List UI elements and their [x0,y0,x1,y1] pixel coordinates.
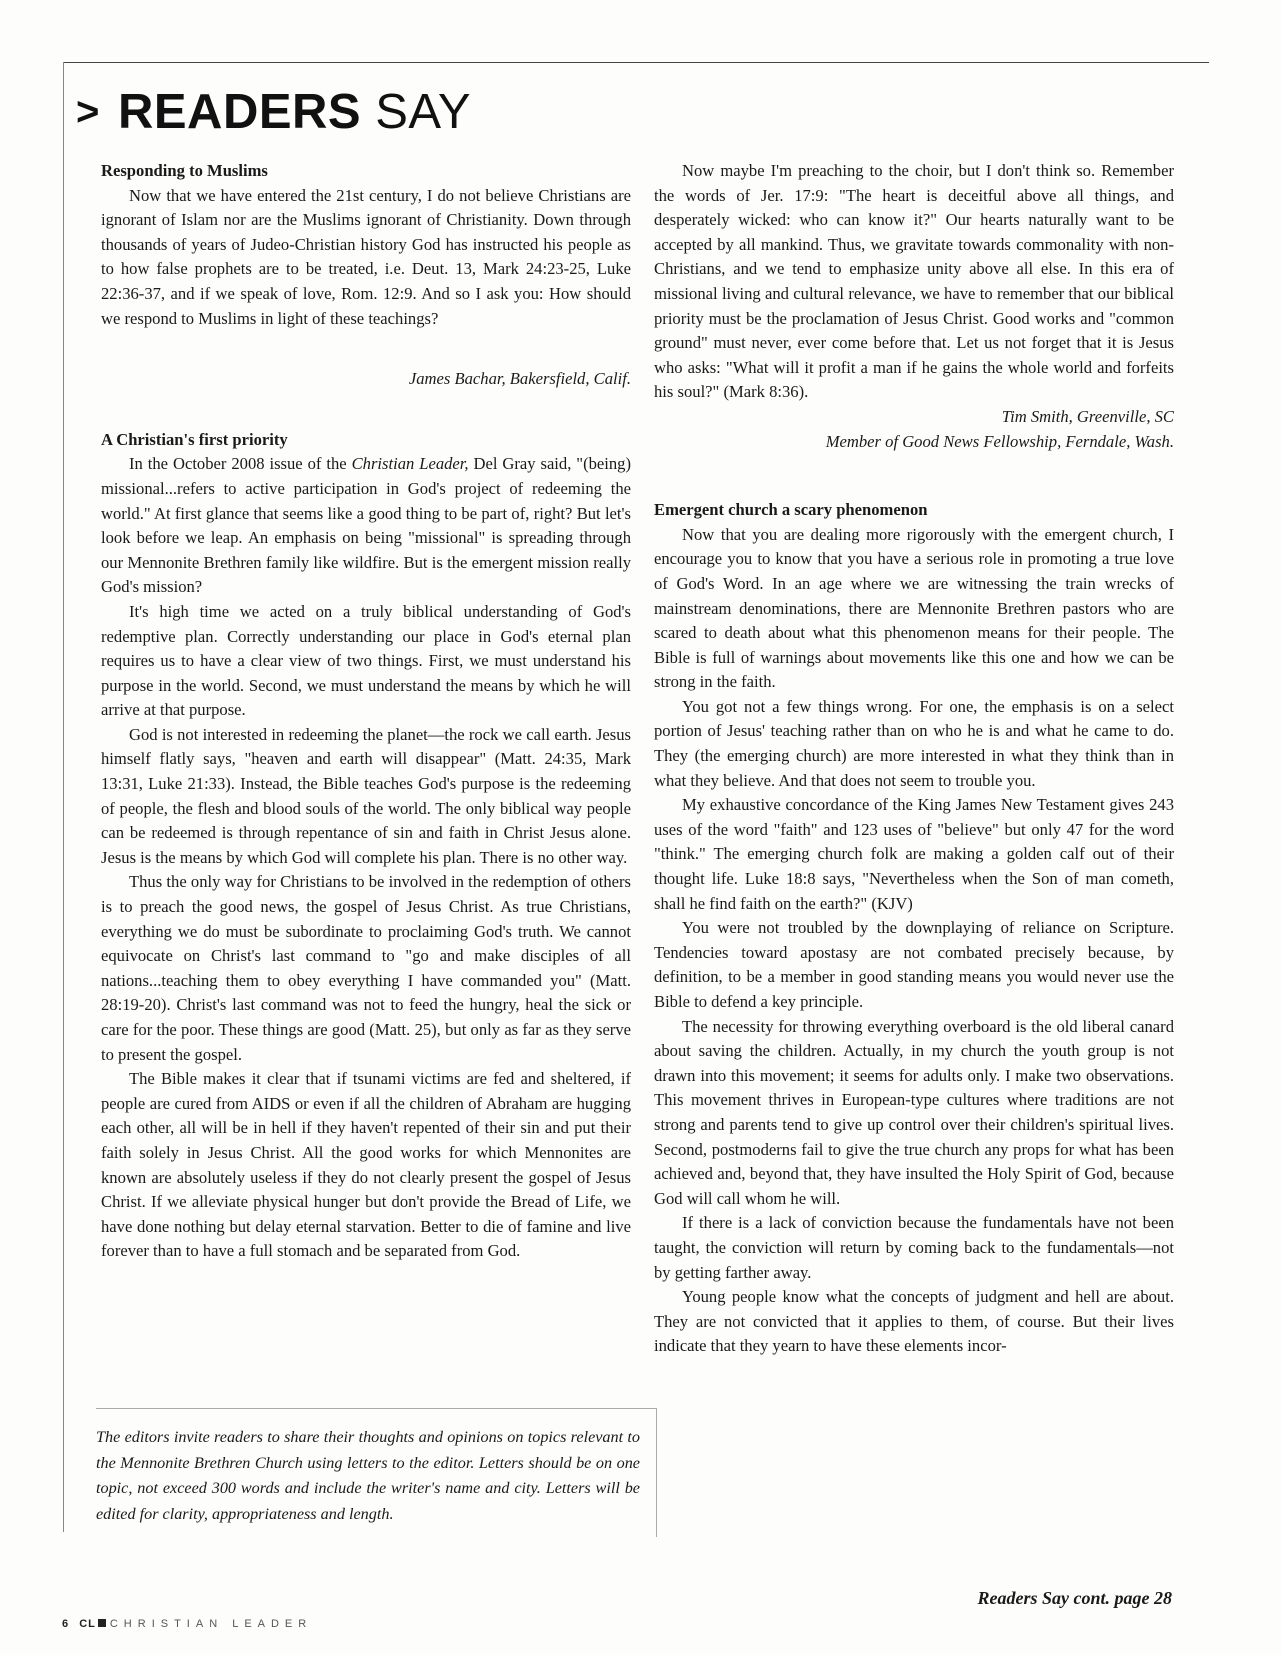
letter-signature-affiliation: Member of Good News Fellowship, Ferndale, Wash. [825,431,1174,451]
square-icon [98,1619,106,1627]
magazine-name: CHRISTIAN LEADER [109,1618,313,1630]
header-prefix: READERS [117,85,362,139]
letter-signature: James Bachar, Bakersfield, Calif. [408,369,631,389]
letter-paragraph: Now that we have entered the 21st century, I do not believe Christians are ignorant of Islam nor are the Muslims ignorant of Christianity. Down through thousands of years of Judeo-Christian history God has instructed his people as to how false prophets are to be treated, i.e. Deut. 13, Mark 24:23-25, Luke 22:36-37, and if we speak of love, Rom. 12:9. And so I ask you: How should we respond to Muslims in light of these teachings? [101,185,631,328]
header-suffix: SAY [375,85,472,139]
letter-paragraph: Now that you are dealing more rigorously with the emergent church, I encourage you to know that you have a serious role in promoting a true love of God's Word. In an age where we are witnessing the train wrecks of mainstream denominations, there are Mennonite Brethren pastors who are scared to death about what this phenomenon means for their people. The Bible is full of warnings about movements like this one and how we can be strong in the faith. [654,524,1174,692]
letter-paragraph: The Bible makes it clear that if tsunami victims are fed and sheltered, if people are cured from AIDS or even if all the children of Abraham are hugging each other, all will be in hell if they haven't repented of their sin and put their faith solely in Jesus Christ. All the good works for which Mennonites are known are absolutely useless if they do not clearly present the gospel of Jesus Christ. If we alleviate physical hunger but don't provide the Bread of Life, we have done nothing but delay eternal starvation. Better to die of famine and live forever than to have a full stomach and be separated from God. [101,1069,631,1261]
section-header [76,84,471,140]
letter-paragraph: If there is a lack of conviction because the fundamentals have not been taught, the conviction will return by coming back to the fundamentals—not by getting farther away. [654,1213,1174,1282]
letter-paragraph: You got not a few things wrong. For one, the emphasis is on a select portion of Jesus' teaching rather than on who he is and what he came to do. They (the emerging church) are more interested in what they think than in what they believe. And that does not seem to trouble you. [654,696,1174,790]
page-number: 6 [62,1618,71,1630]
chevron-right-icon: > [76,90,100,134]
letter-paragraph: In the October 2008 issue of the Christian Leader, Del Gray said, "(being) missional...refers to active participation in God's project of redeeming the world." At first glance that seems like a good thing to be part of, right? But let's look before we leap. An emphasis on being "missional" is spreading through our Mennonite Brethren family like wildfire. But is the emergent mission really God's mission? [101,454,631,597]
cl-logo: CL [79,1618,96,1630]
letter-paragraph: Thus the only way for Christians to be involved in the redemption of others is to preach the good news, the gospel of Jesus Christ. As true Christians, everything we do must be subordinate to proclaiming God's truth. We cannot equivocate on Christ's last command to "go and make disciples of all nations...teaching them to obey everything I have commanded you" (Matt. 28:19-20). Christ's last command was not to feed the hungry, heal the sick or care for the poor. These things are good (Matt. 25), but only as far as they serve to present the gospel. [101,872,631,1064]
letter-title: Responding to Muslims [101,161,268,180]
letter-title: Emergent church a scary phenomenon [654,500,928,520]
letter-paragraph: Now maybe I'm preaching to the choir, but I don't think so. Remember the words of Jer. 17:9: "The heart is deceitful above all things, and desperately wicked: who can know it?" Our hearts naturally want to be accepted by all mankind. Thus, we gravitate towards commonality with non-Christians, and we tend to emphasize unity above all else. In this era of missional living and cultural relevance, we have to remember that our biblical priority must be the proclamation of Jesus Christ. Good works and "common ground" must never, ever come before that. Let us not forget that it is Jesus who asks: "What will it profit a man if he gains the whole world and forfeits his soul?" (Mark 8:36). [654,161,1174,402]
continued-note: Readers Say cont. page 28 [977,1588,1172,1608]
letter-paragraph: Young people know what the concepts of judgment and hell are about. They are not convicted that it applies to them, of course. But their lives indicate that they yearn to have these elements incor- [654,1287,1174,1356]
letter-title: A Christian's first priority [101,429,288,449]
left-column [101,159,631,1264]
page-footer [62,1618,312,1630]
letter-paragraph: It's high time we acted on a truly biblical understanding of God's redemptive plan. Correctly understanding our place in God's eternal plan requires us to have a clear view of two things. First, we must understand his purpose in the world. Second, we must understand the means by which he will arrive at that purpose. [101,601,631,720]
letter-paragraph: You were not troubled by the downplaying of reliance on Scripture. Tendencies toward apostasy are not combated precisely because, by definition, to be a member in good standing means you would never use the Bible to defend a key principle. [654,918,1174,1011]
letter-paragraph: My exhaustive concordance of the King James New Testament gives 243 uses of the word "faith" and 123 uses of "believe" but only 47 for the word "think." The emerging church folk are making a golden calf out of their thought life. Luke 18:8 says, "Nevertheless when the Son of man cometh, shall he find faith on the earth?" (KJV) [654,795,1174,913]
left-rule [63,62,64,1532]
right-column [654,159,1174,1359]
top-rule [63,62,1209,63]
editors-note-box [96,1408,657,1537]
editors-note: The editors invite readers to share their thoughts and opinions on topics relevant to the Mennonite Brethren Church using letters to the editor. Letters should be on one topic, not exceed 300 words and include the writer's name and city. Letters will be edited for clarity, appropriateness and length. [96,1428,640,1523]
letter-signature: Tim Smith, Greenville, SC [1001,406,1174,426]
letter-paragraph: God is not interested in redeeming the planet—the rock we call earth. Jesus himself flatly says, "heaven and earth will disappear" (Matt. 24:35, Mark 13:31, Luke 21:33). Instead, the Bible teaches God's purpose is the redeeming of people, the flesh and blood souls of the world. The only biblical way people can be redeemed is through repentance of sin and faith in Christ Jesus alone. Jesus is the means by which God will complete his plan. There is no other way. [101,724,631,867]
letter-paragraph: The necessity for throwing everything overboard is the old liberal canard about saving the children. Actually, in my church the youth group is not drawn into this movement; it seems for adults only. I make two observations. This movement thrives in European-type cultures where traditions are not strong and parents tend to give up control over their children's spiritual lives. Second, postmoderns fail to give the true church any props for what has been achieved and, beyond that, they have insulted the Holy Spirit of God, because God will call whom he will. [654,1016,1174,1208]
